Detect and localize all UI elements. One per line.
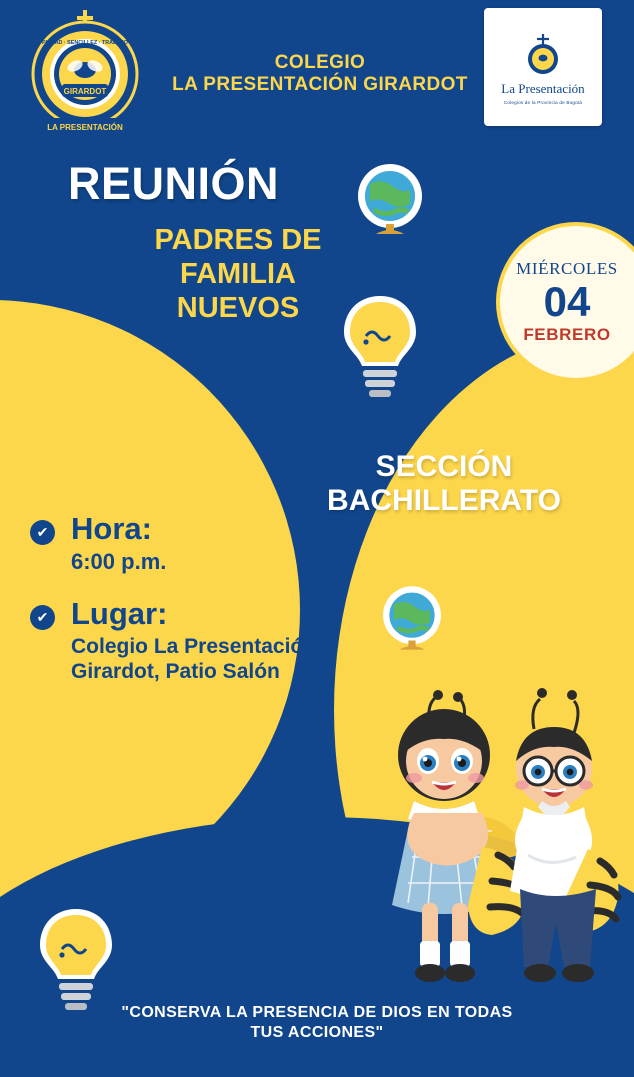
main-subtitle-line1: PADRES DE [154,224,322,256]
main-subtitle-line3: NUEVOS [176,291,300,324]
main-subtitle [128,224,348,326]
check-icon: ✔ [30,520,55,545]
la-presentacion-logo [484,8,602,126]
date-weekday: MIÉRCOLES [516,259,618,278]
section-line2: BACHILLERATO [327,483,561,517]
footer-quote: "CONSERVA LA PRESENCIA DE DIOS EN TODAS TUS ACCIONES" [121,1004,513,1041]
globe-icon [374,580,450,654]
detail-text [71,512,166,575]
logo-subtitle: Colegios de la Provincia de Bogotá [503,100,583,105]
svg-text:LA PRESENTACIÓN: LA PRESENTACIÓN [47,123,123,132]
section-line1: SECCIÓN [375,450,513,483]
school-title [160,52,480,97]
event-details-list [30,512,330,706]
detail-value: 6:00 p.m. [71,548,167,574]
bee-girl-character [392,690,528,982]
detail-label: Hora: [71,511,152,546]
school-title-line2: LA PRESENTACIÓN GIRARDOT [172,74,468,96]
bee-boy-character [510,688,622,982]
date-day: 04 [543,278,591,325]
lightbulb-icon [332,292,428,402]
main-title: REUNIÓN [68,158,280,209]
list-item [30,597,330,684]
logo-name: La Presentación [501,81,585,96]
main-subtitle-line2: FAMILIA [180,257,296,290]
detail-label: Lugar: [71,596,168,632]
section-label [294,450,594,517]
date-month: FEBRERO [523,325,611,344]
logo-emblem-icon [524,33,562,77]
poster-header [0,0,634,148]
check-icon: ✔ [30,605,55,630]
svg-text:GIRARDOT: GIRARDOT [63,87,107,96]
detail-text [71,597,330,684]
list-item [30,512,330,575]
globe-icon [348,158,432,238]
school-title-line1: COLEGIO [274,52,366,73]
lightbulb-icon [28,905,124,1015]
bee-students-illustration [322,685,622,1025]
detail-value: Colegio La Presentación Girardot, Patio Salón [71,634,317,684]
school-crest-icon [22,8,148,140]
svg-text:PIEDAD · SENCILLEZ · TRABAJO: PIEDAD · SENCILLEZ · TRABAJO [42,40,128,46]
